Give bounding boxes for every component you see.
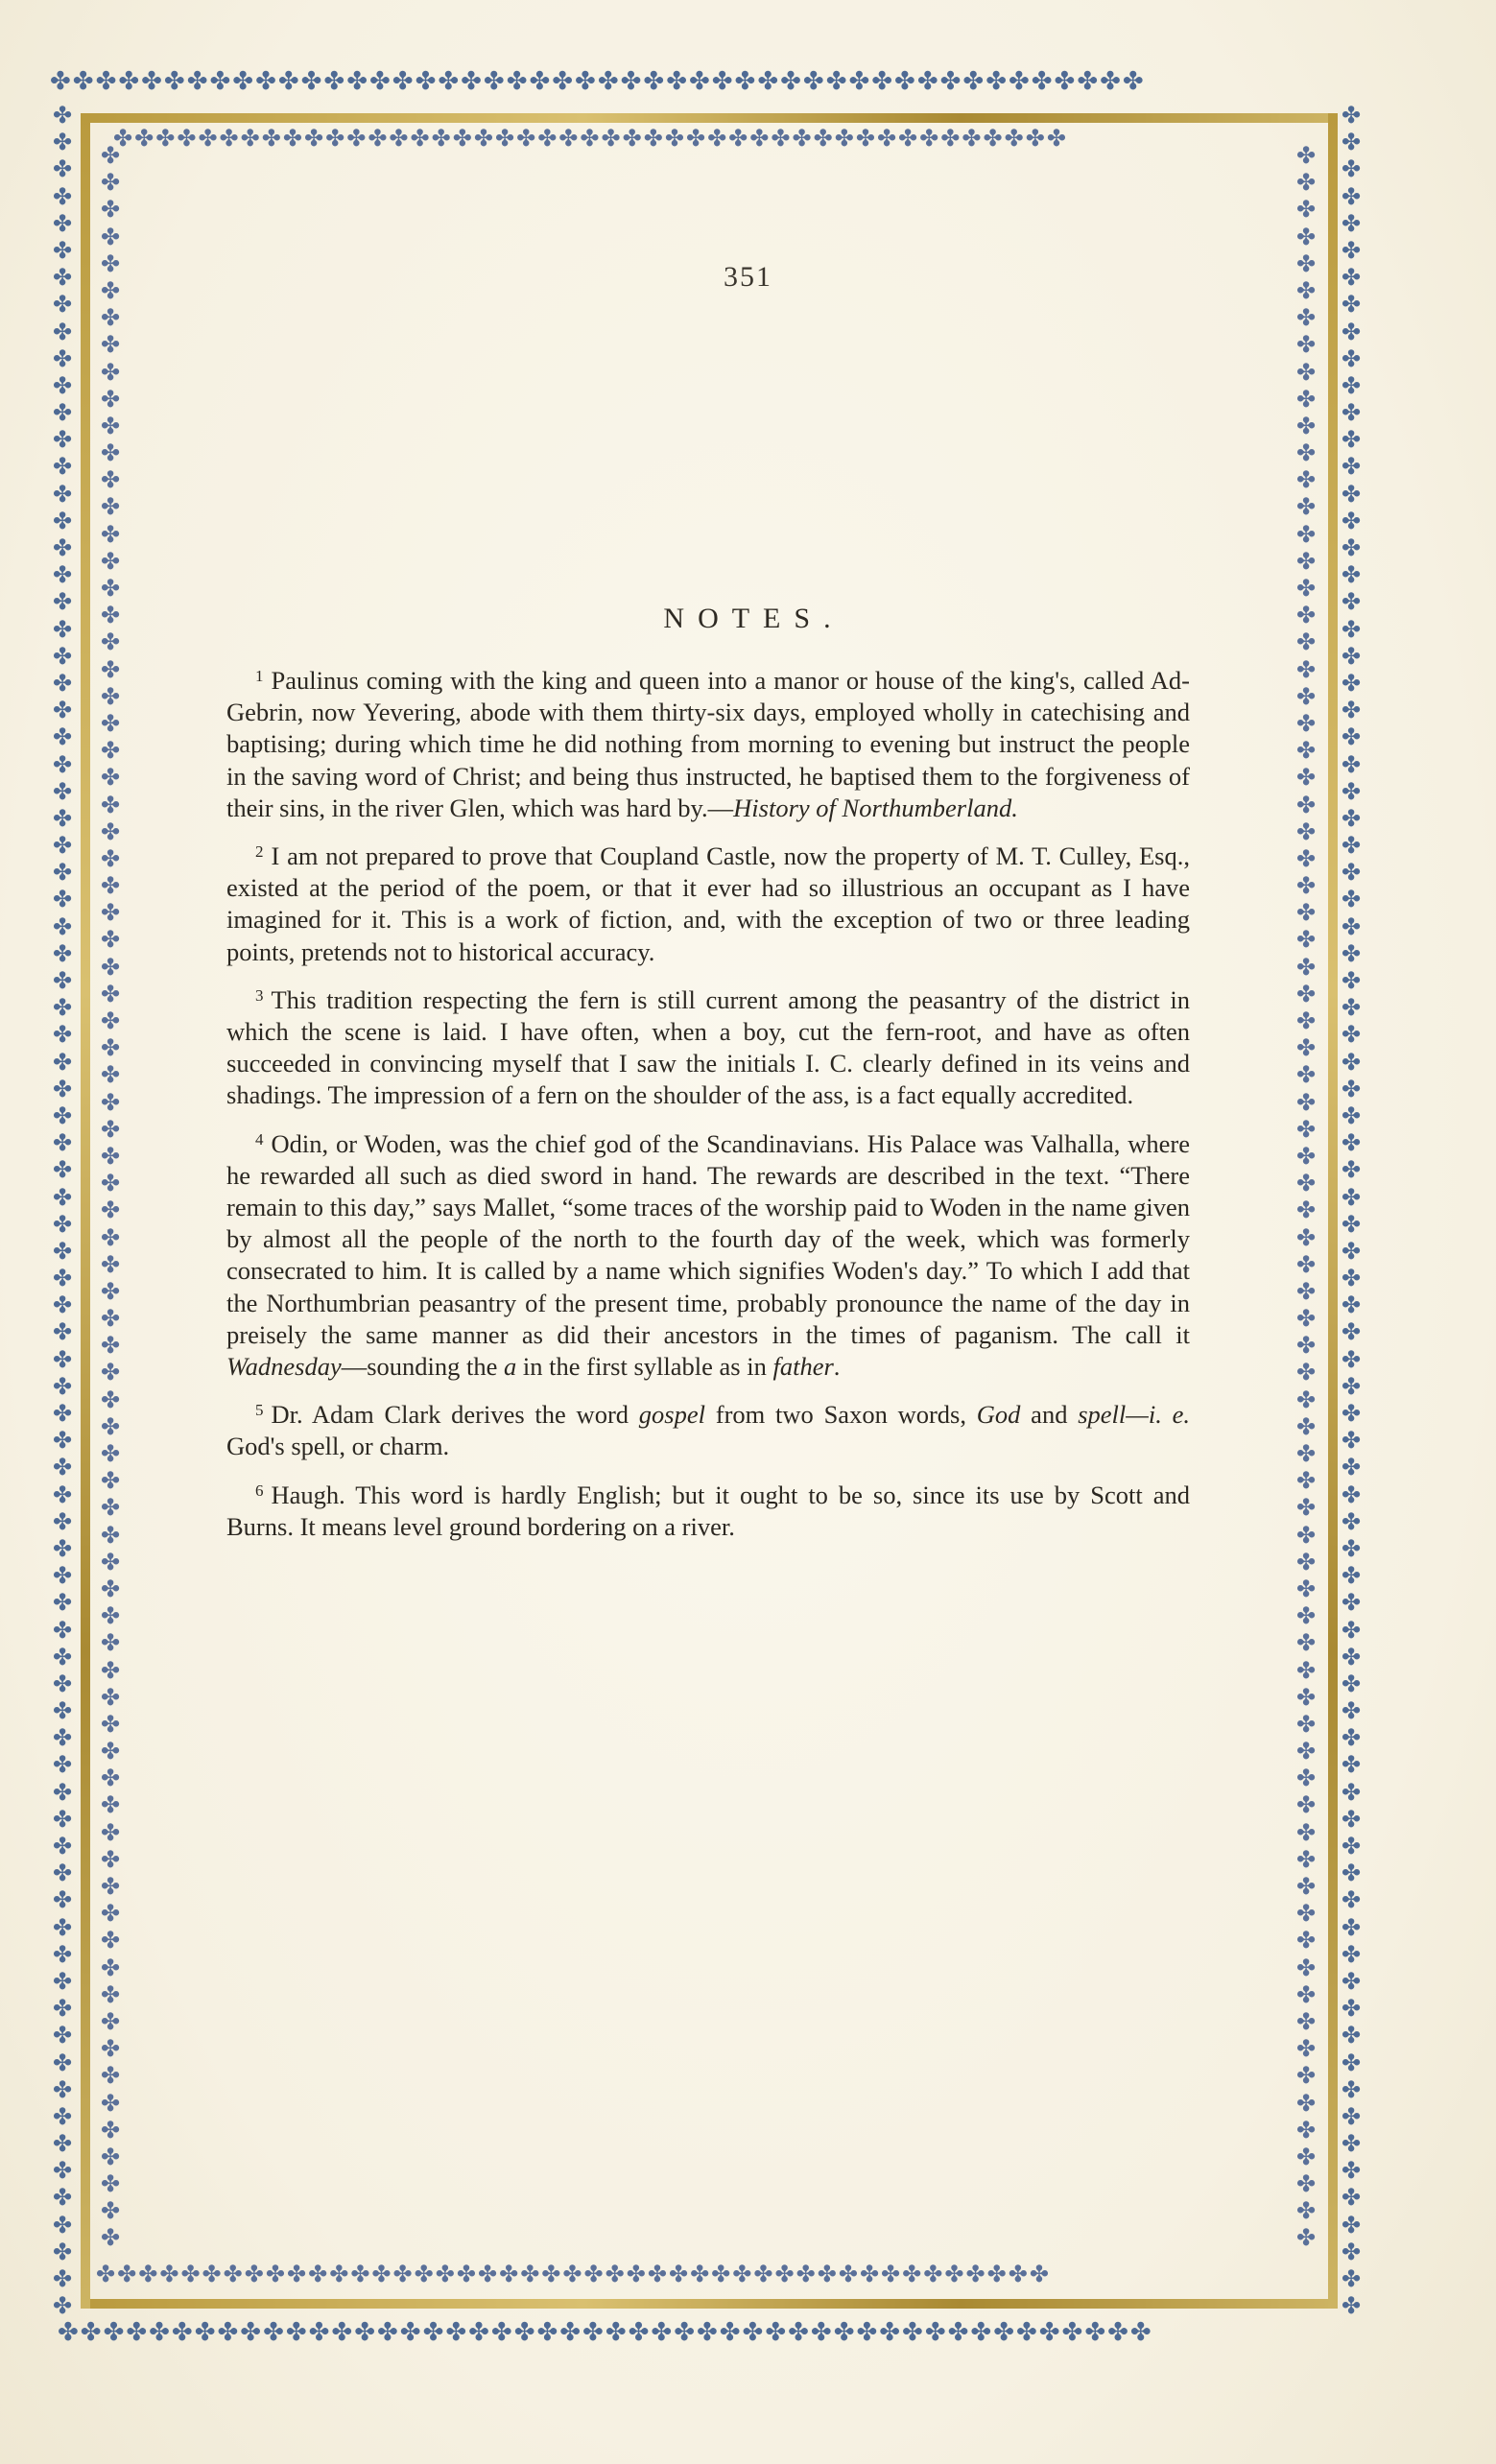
note-2: [226, 836, 1190, 968]
note-text: This tradition respecting the fern is still current among the peasantry of the district in which the scene is laid. I have often, when a boy, cut the fern-root, and have as often succeeded in convincing myself that I saw the initials I. C. clearly defined in its veins and shadings. The impression of a fern on the shoulder of the ass, is a fact equally accredited.: [226, 984, 1190, 1110]
note-text: Dr. Adam Clark derives the word: [271, 1400, 639, 1430]
note-italic-text: gospel: [638, 1400, 705, 1430]
note-5: [226, 1394, 1190, 1462]
note-number: 4: [255, 1129, 264, 1149]
note-number: 3: [255, 985, 264, 1005]
note-italic-text: Wadnesday: [226, 1352, 342, 1382]
note-1: [226, 660, 1190, 824]
note-number: 1: [255, 667, 264, 685]
ornament-border-right-outer: ✤ ✤ ✤ ✤ ✤ ✤ ✤ ✤ ✤ ✤ ✤ ✤ ✤ ✤ ✤ ✤ ✤ ✤ ✤ ✤ ✤ ✤ ✤ ✤ ✤ ✤ ✤ ✤ ✤ ✤ ✤ ✤ ✤ ✤ ✤ ✤ ✤ ✤ ✤ ✤ ✤ ✤ ✤ ✤ ✤ ✤ ✤ ✤ ✤ ✤ ✤ ✤ ✤ ✤ ✤ ✤ ✤ ✤ ✤ ✤ ✤ ✤ ✤ ✤ ✤ ✤ ✤ ✤ ✤ ✤ ✤ ✤ ✤ ✤ ✤ ✤ ✤ ✤ ✤ ✤ ✤ ✤: [1341, 104, 1362, 2320]
note-text: God's spell, or charm.: [226, 1432, 450, 1461]
note-text: Haugh. This word is hardly English; but it ought to be so, since its use by Scott and Burns. It means level ground bordering on a river.: [226, 1480, 1190, 1541]
note-3: [226, 980, 1190, 1112]
note-italic-text: father: [772, 1352, 834, 1382]
note-text: in the first syllable as in: [516, 1352, 773, 1382]
ornament-border-left-inner: ✤ ✤ ✤ ✤ ✤ ✤ ✤ ✤ ✤ ✤ ✤ ✤ ✤ ✤ ✤ ✤ ✤ ✤ ✤ ✤ ✤ ✤ ✤ ✤ ✤ ✤ ✤ ✤ ✤ ✤ ✤ ✤ ✤ ✤ ✤ ✤ ✤ ✤ ✤ ✤ ✤ ✤ ✤ ✤ ✤ ✤ ✤ ✤ ✤ ✤ ✤ ✤ ✤ ✤ ✤ ✤ ✤ ✤ ✤ ✤ ✤ ✤ ✤ ✤ ✤ ✤ ✤ ✤ ✤ ✤ ✤ ✤ ✤ ✤ ✤ ✤ ✤ ✤: [100, 144, 121, 2252]
gold-border-top: [81, 113, 1338, 123]
note-text: Odin, or Woden, was the chief god of the Scandinavians. His Palace was Valhalla, where he rewarded all such as died sword in hand. The rewards are described in the text. “There remain to this day,” says Mallet, “some traces of the worship paid to Woden in the name given by almost all the people of the north to the fourth day of the week, which was formerly consecrated to him. It is called by a name which signifies Woden's day.” To which I add that the Northumbrian peasantry of the present time, probably pronounce the name of the day in preisely the same manner as did their ancestors in the times of paganism. The call it: [226, 1128, 1190, 1349]
note-number: 2: [255, 842, 264, 862]
note-italic-text: History of Northumberland.: [733, 793, 1018, 822]
note-number: 6: [255, 1481, 264, 1500]
ornament-border-top-outer: ✤✤✤✤✤✤✤✤✤✤✤✤✤✤✤✤✤✤✤✤✤✤✤✤✤✤✤✤✤✤✤✤✤✤✤✤✤✤✤✤✤✤✤✤✤✤✤✤: [50, 69, 1146, 94]
note-number: 5: [255, 1401, 264, 1420]
note-italic-text: God: [976, 1400, 1021, 1430]
notes-list: [226, 660, 1190, 1554]
note-text: and: [1020, 1400, 1079, 1430]
ornament-border-left-outer: ✤ ✤ ✤ ✤ ✤ ✤ ✤ ✤ ✤ ✤ ✤ ✤ ✤ ✤ ✤ ✤ ✤ ✤ ✤ ✤ ✤ ✤ ✤ ✤ ✤ ✤ ✤ ✤ ✤ ✤ ✤ ✤ ✤ ✤ ✤ ✤ ✤ ✤ ✤ ✤ ✤ ✤ ✤ ✤ ✤ ✤ ✤ ✤ ✤ ✤ ✤ ✤ ✤ ✤ ✤ ✤ ✤ ✤ ✤ ✤ ✤ ✤ ✤ ✤ ✤ ✤ ✤ ✤ ✤ ✤ ✤ ✤ ✤ ✤ ✤ ✤ ✤ ✤ ✤ ✤ ✤ ✤: [52, 104, 73, 2320]
ornament-border-bottom-inner: ✤✤✤✤✤✤✤✤✤✤✤✤✤✤✤✤✤✤✤✤✤✤✤✤✤✤✤✤✤✤✤✤✤✤✤✤✤✤✤✤✤✤✤✤✤: [96, 2263, 1051, 2286]
note-italic-text: a: [504, 1352, 517, 1382]
note-text: I am not prepared to prove that Coupland Castle, now the property of M. T. Culley, Esq., existed at the period of the poem, or that it ever had so illustrious an occupant as I have imagined for it. This is a work of fiction, and, with the exception of two or three leading points, pretends not to historical accuracy.: [226, 841, 1190, 966]
gold-border-bottom: [81, 2299, 1338, 2309]
ornament-border-right-inner: ✤ ✤ ✤ ✤ ✤ ✤ ✤ ✤ ✤ ✤ ✤ ✤ ✤ ✤ ✤ ✤ ✤ ✤ ✤ ✤ ✤ ✤ ✤ ✤ ✤ ✤ ✤ ✤ ✤ ✤ ✤ ✤ ✤ ✤ ✤ ✤ ✤ ✤ ✤ ✤ ✤ ✤ ✤ ✤ ✤ ✤ ✤ ✤ ✤ ✤ ✤ ✤ ✤ ✤ ✤ ✤ ✤ ✤ ✤ ✤ ✤ ✤ ✤ ✤ ✤ ✤ ✤ ✤ ✤ ✤ ✤ ✤ ✤ ✤ ✤ ✤ ✤ ✤: [1295, 144, 1317, 2252]
note-text: Paulinus coming with the king and queen into a manor or house of the king's, called Ad-Gebrin, now Yevering, abode with them thirty-six days, employed wholly in catechising and baptising; during which time he did nothing from morning to evening but instruct the people in the saving word of Christ; and being thus instructed, he baptised them to the forgiveness of their sins, in the river Glen, which was hard by.—: [226, 666, 1190, 822]
note-italic-text: spell—i. e.: [1078, 1400, 1190, 1430]
page-number: 351: [724, 261, 772, 293]
page-title: NOTES.: [663, 603, 844, 634]
note-4: [226, 1124, 1190, 1384]
note-text: —sounding the: [341, 1352, 505, 1382]
note-text: .: [833, 1352, 841, 1382]
ornament-border-top-inner: ✤✤✤✤✤✤✤✤✤✤✤✤✤✤✤✤✤✤✤✤✤✤✤✤✤✤✤✤✤✤✤✤✤✤✤✤✤✤✤✤✤✤✤✤✤: [113, 127, 1068, 150]
gold-border-left: [81, 113, 90, 2309]
ornament-border-bottom-outer: ✤✤✤✤✤✤✤✤✤✤✤✤✤✤✤✤✤✤✤✤✤✤✤✤✤✤✤✤✤✤✤✤✤✤✤✤✤✤✤✤✤✤✤✤✤✤✤✤: [58, 2320, 1153, 2345]
note-text: from two Saxon words,: [704, 1400, 977, 1430]
note-6: [226, 1475, 1190, 1543]
